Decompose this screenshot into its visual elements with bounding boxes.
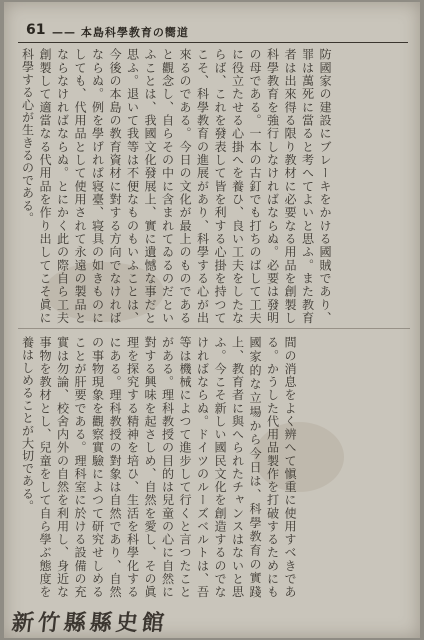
- page-sheet: [4, 2, 420, 638]
- running-title: —— 本島科學教育の嚮道: [52, 26, 189, 39]
- page-header: [18, 20, 408, 43]
- page-number: 61: [26, 22, 46, 38]
- upper-body-text: 防國家の建設にブレーキをかける國賊であり、罪は萬死に當ると考へてよいと思ふ。また教育者は出來得る限り教材に必要なる用品を創製し科學教育を強行しなければならぬ。必要は發明の母である。一本の古釘でも打ちのばして工夫に役立たせる心掛へを養ひ、良い工夫をしたならば、これを發表して皆を利する心掛を持つてこそ、科學教育の進展があり、科學する心が出來るのである。今日の文化が最上のものであると觀念し、自らその中に含まれてゐるのだといふことは、我國文化發展上、實に遺憾な事だと思ふ。退いて我等は不便なものもいふことは、今後の本島の教育資材に對する方向でなければならぬ。例を學げれば寝臺、寝具の如きものにしても、代用品として使用されて永遠の製品とならなければならぬ。とにかく此の際自ら工夫創製して適當なる代用品を作り出してこそ眞に科學する心が生きるのである。: [20, 48, 332, 324]
- upper-text-section: [18, 48, 410, 324]
- page-footer: [10, 602, 210, 638]
- lower-text-section: [18, 336, 410, 598]
- archive-watermark: 新竹縣縣史館: [10, 610, 170, 636]
- section-divider: [18, 328, 410, 329]
- lower-body-text: 間の消息をよく辨へて愼重に使用すべきである。かうした代用品製作を打破するためにも國家的な立場から今日は、科學教育の實踐上、教育者に與へられたチャンスはないと思ふ。今こそ新しい國民文化を創造するのでなければならぬ。ドイツのルーズベルトは、吾等は機械によつて進步して行くと言つたことがある。理科教授の目的は兒童の心に自然に對する興味を起さしめ、自然を愛し、その眞理を探究する精神を培ひ、生活を科學化するにある。理科教授の對象は自然であり、自然の事物現象を觀察實驗によつて研究せしめることが肝要である。理科室に於ける設備の充實は勿論、校舍内外の自然を利用し、身近な事物を教材とし、兒童をして自ら學ぶ態度を養はしめることが大切である。: [20, 336, 297, 598]
